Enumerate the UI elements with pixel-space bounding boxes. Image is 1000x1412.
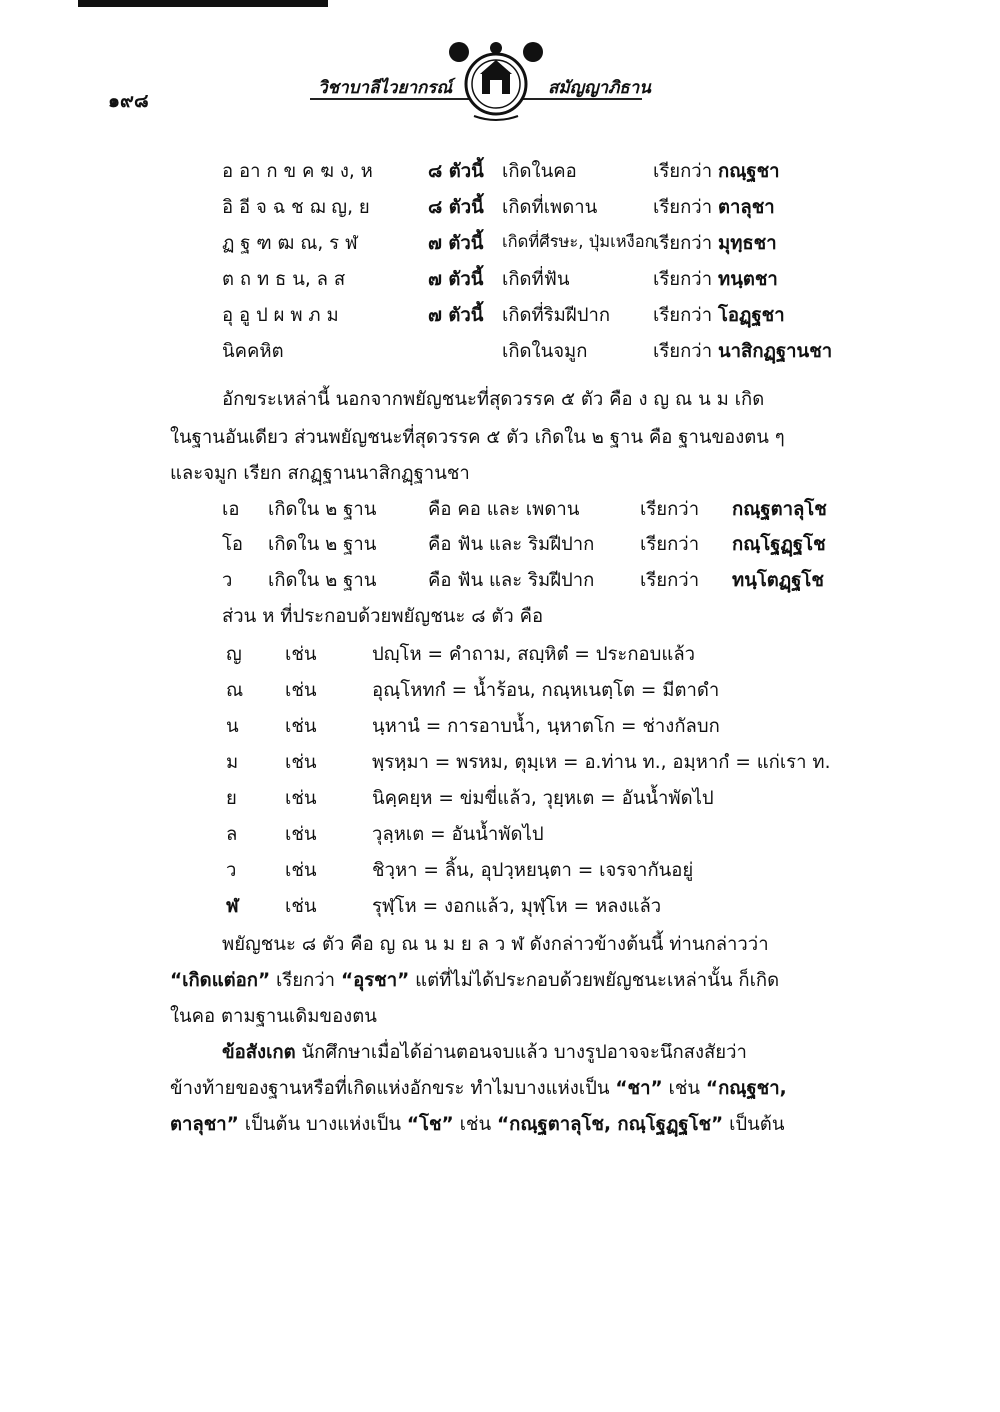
plain-text: เช่น [453, 1114, 497, 1135]
double-text: เกิดใน ๒ ฐาน [268, 534, 377, 555]
base-call: เรียกว่า [653, 305, 713, 326]
base-call: เรียกว่า [653, 197, 713, 218]
example-letter: น [226, 716, 239, 737]
double-letter: ว [222, 570, 233, 591]
base-count: ๗ ตัวนี้ [428, 269, 484, 290]
example-text: ชิวฺหา = ลิ้น, อุปวฺหยนฺตา = เจรจากันอยู่ [372, 860, 694, 881]
example-word: เช่น [285, 788, 317, 809]
emphasis-text: “อุรชา” [340, 970, 410, 991]
double-name: ทนฺโตฏฺฐโช [732, 570, 824, 591]
base-count: ๗ ตัวนี้ [428, 233, 484, 254]
double-name: กณฺฐตาลุโช [732, 499, 827, 520]
base-count: ๗ ตัวนี้ [428, 305, 484, 326]
example-word: เช่น [285, 860, 317, 881]
base-where: เกิดที่ศีรษะ, ปุ่มเหงือก [502, 232, 655, 251]
emphasis-text: “โช” [406, 1114, 454, 1135]
plain-text: นักศึกษาเมื่อได้อ่านตอนจบแล้ว บางรูปอาจจะนึกสงสัยว่า [295, 1042, 747, 1063]
page-number: ๑๙๘ [108, 90, 149, 112]
base-name: ทนฺตชา [718, 269, 778, 290]
example-word: เช่น [285, 716, 317, 737]
double-name: กณฺโฐฏฺฐโช [732, 534, 826, 555]
example-letter: ณ [226, 680, 244, 701]
example-word: เช่น [285, 896, 317, 917]
emphasis-text: “ชา” [615, 1078, 663, 1099]
emphasis-text: “กณฺฐชา, [705, 1078, 787, 1099]
example-text: พฺรหฺมา = พรหม, ตุมฺเห = อ.ท่าน ท., อมฺหากํ = แก่เรา ท. [372, 752, 831, 773]
base-count: ๘ ตัวนี้ [428, 161, 484, 182]
seal-logo [444, 32, 548, 126]
base-where: เกิดในจมูก [502, 341, 588, 362]
emphasis-text: ตาลุชา” [170, 1114, 239, 1135]
base-letters: อิ อี จ ฉ ช ฌ ญ, ย [222, 197, 370, 218]
ha-intro: ส่วน ห ที่ประกอบด้วยพยัญชนะ ๘ ตัว คือ [222, 606, 544, 627]
double-call: เรียกว่า [640, 499, 700, 520]
note-line [222, 1038, 747, 1067]
example-letter: ฬ [226, 896, 239, 917]
base-letters: ฏ ฐ ฑ ฒ ณ, ร ฬ [222, 233, 358, 254]
note-line [170, 1074, 787, 1103]
base-call: เรียกว่า [653, 233, 713, 254]
base-letters: อุ อู ป ผ พ ภ ม [222, 305, 339, 326]
plain-text: เป็นต้น [723, 1114, 785, 1135]
base-call: เรียกว่า [653, 161, 713, 182]
top-border-bar [78, 0, 328, 7]
plain-text: แต่ที่ไม่ได้ประกอบด้วยพยัญชนะเหล่านั้น ก็เกิด [409, 970, 780, 991]
base-letters: อ อา ก ข ค ฆ ง, ห [222, 161, 373, 182]
base-letters: ต ถ ท ธ น, ล ส [222, 269, 346, 290]
paragraph-line: พยัญชนะ ๘ ตัว คือ ญ ณ น ม ย ล ว ฬ ดังกล่าวข้างต้นนี้ ท่านกล่าวว่า [222, 934, 769, 955]
plain-text: เรียกว่า [270, 970, 341, 991]
double-call: เรียกว่า [640, 534, 700, 555]
double-parts: คือ คอ และ เพดาน [428, 499, 580, 520]
base-name: มุทฺธชา [718, 233, 777, 254]
double-letter: โอ [222, 534, 244, 555]
paragraph-line: อักขระเหล่านี้ นอกจากพยัญชนะที่สุดวรรค ๕ ตัว คือ ง ญ ณ น ม เกิด [222, 389, 765, 410]
double-text: เกิดใน ๒ ฐาน [268, 570, 377, 591]
base-name: กณฺฐชา [718, 161, 780, 182]
example-text: วุลฺหเต = อันน้ำพัดไป [372, 824, 544, 845]
base-where: เกิดที่เพดาน [502, 197, 598, 218]
base-name: โอฏฺฐชา [718, 305, 785, 326]
paragraph-line: ในฐานอันเดียว ส่วนพยัญชนะที่สุดวรรค ๕ ตัว เกิดใน ๒ ฐาน คือ ฐานของตน ๆ [170, 427, 785, 448]
example-text: นฺหานํ = การอาบน้ำ, นฺหาตโก = ช่างกัลบก [372, 716, 720, 737]
note-label: ข้อสังเกต [222, 1042, 296, 1063]
header-left-title: วิชาบาลีไวยากรณ์ [318, 78, 453, 98]
emphasis-text: “กณฺฐตาลุโช, กณฺโฐฏฺฐโช” [497, 1114, 724, 1135]
paragraph-line [170, 966, 779, 995]
example-word: เช่น [285, 680, 317, 701]
base-where: เกิดที่ริมฝีปาก [502, 305, 611, 326]
paragraph-line: ในคอ ตามฐานเดิมของตน [170, 1006, 377, 1027]
base-count: ๘ ตัวนี้ [428, 197, 484, 218]
double-parts: คือ ฟัน และ ริมฝีปาก [428, 534, 595, 555]
base-where: เกิดในคอ [502, 161, 577, 182]
example-letter: ญ [226, 644, 242, 665]
plain-text: ข้างท้ายของฐานหรือที่เกิดแห่งอักขระ ทำไมบางแห่งเป็น [170, 1078, 616, 1099]
plain-text: เป็นต้น บางแห่งเป็น [238, 1114, 407, 1135]
example-letter: ม [226, 752, 239, 773]
example-text: รุฬฺโห = งอกแล้ว, มุฬฺโห = หลงแล้ว [372, 896, 662, 917]
emphasis-text: “เกิดแต่อก” [170, 970, 271, 991]
example-text: อุณฺโหทกํ = น้ำร้อน, กณฺหเนตฺโต = มีตาดำ [372, 680, 720, 701]
header-right-title: สมัญญาภิธาน [548, 78, 651, 98]
paragraph-line: และจมูก เรียก สกฏฺฐานนาสิกฏฺฐานชา [170, 463, 470, 484]
base-call: เรียกว่า [653, 269, 713, 290]
example-letter: ว [226, 860, 237, 881]
example-letter: ล [226, 824, 238, 845]
base-name: นาสิกฏฺฐานชา [718, 341, 833, 362]
base-call: เรียกว่า [653, 341, 713, 362]
base-where: เกิดที่ฟัน [502, 269, 570, 290]
base-letters: นิคคหิต [222, 341, 284, 362]
plain-text: เช่น [662, 1078, 706, 1099]
double-text: เกิดใน ๒ ฐาน [268, 499, 377, 520]
example-word: เช่น [285, 752, 317, 773]
example-text: นิคฺคยฺห = ข่มขี่แล้ว, วุยฺหเต = อันน้ำพัดไป [372, 788, 714, 809]
example-word: เช่น [285, 824, 317, 845]
double-call: เรียกว่า [640, 570, 700, 591]
example-text: ปญฺโห = คำถาม, สญฺหิตํ = ประกอบแล้ว [372, 644, 696, 665]
example-letter: ย [226, 788, 237, 809]
example-word: เช่น [285, 644, 317, 665]
double-letter: เอ [222, 499, 240, 520]
double-parts: คือ ฟัน และ ริมฝีปาก [428, 570, 595, 591]
note-line [170, 1110, 784, 1139]
base-name: ตาลุชา [718, 197, 775, 218]
